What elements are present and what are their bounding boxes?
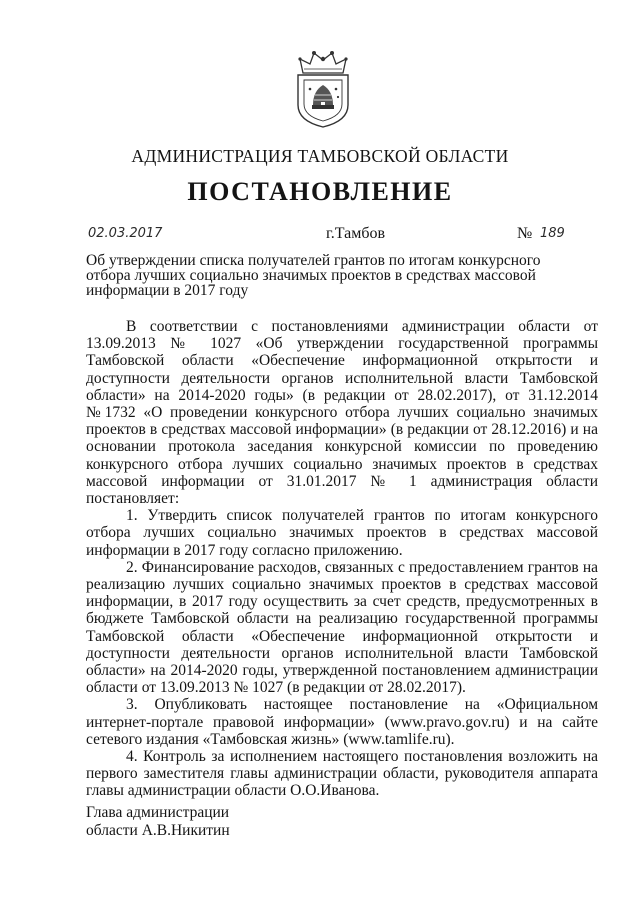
resolution-item-4: 4. Контроль за исполнением настоящего постановления возложить на первого заместителя главы администрации области, руководителя аппарата главы администрации области О.О.Иванова.: [86, 748, 598, 800]
resolution-item-3: 3. Опубликовать настоящее постановление на «Официальном интернет-портале правовой информации» (www.pravo.gov.ru) и на сайте сетевого издания «Тамбовская жизнь» (www.tamlife.ru).: [86, 696, 598, 748]
organization-name: АДМИНИСТРАЦИЯ ТАМБОВСКОЙ ОБЛАСТИ: [131, 146, 509, 166]
tambov-coat-of-arms-emblem: [292, 47, 354, 129]
document-number-label: №: [517, 225, 533, 242]
resolution-item-1: 1. Утвердить список получателей грантов по итогам конкурсного отбора лучших социально значимых проектов в средствах массовой информации в 2017 году согласно приложению.: [86, 507, 598, 559]
crown-shield-icon: [292, 47, 354, 129]
resolution-item-2: 2. Финансирование расходов, связанных с предоставлением грантов на реализацию лучших социально значимых проектов в средствах массовой информации, в 2017 году осуществить за счет средств, предусмотренных в бюджете Тамбовской области на реализацию государственной программы Тамбовской области «Обеспечение информационной открытости и доступности деятельности органов исполнительной власти Тамбовской области» на 2014-2020 годы, утвержденной постановлением администрации области от 13.09.2013 № 1027 (в редакции от 28.02.2017).: [86, 558, 598, 697]
signature-name: области А.В.Никитин: [86, 821, 230, 839]
signature-title: Глава администрации: [86, 804, 230, 821]
document-subject: Об утверждении списка получателей грантов по итогам конкурсного отбора лучших социально значимых проектов в средствах массовой информации в 2017 году: [86, 252, 541, 299]
document-date: 02.03.2017: [88, 226, 163, 241]
preamble-paragraph: В соответствии с постановлениями администрации области от 13.09.2013 № 1027 «Об утверждении государственной программы Тамбовской области «Обеспечение информационной открытости и доступности деятельности органов исполнительной власти Тамбовской области» на 2014-2020 годы» (в редакции от 28.02.2017), от 31.12.2014 №1732 «О проведении конкурсного отбора лучших социально значимых проектов в средствах массовой информации» (в редакции от 28.12.2016) и на основании протокола заседания конкурсной комиссии по проведению конкурсного отбора лучших социально значимых проектов в средствах массовой информации от 31.01.2017 № 1 администрация области постановляет:: [86, 318, 598, 508]
document-city: г.Тамбов: [326, 225, 386, 242]
document-number: 189: [540, 226, 565, 241]
signature-block: [86, 804, 230, 839]
document-title: ПОСТАНОВЛЕНИЕ: [187, 177, 453, 206]
document-body: [86, 318, 598, 800]
